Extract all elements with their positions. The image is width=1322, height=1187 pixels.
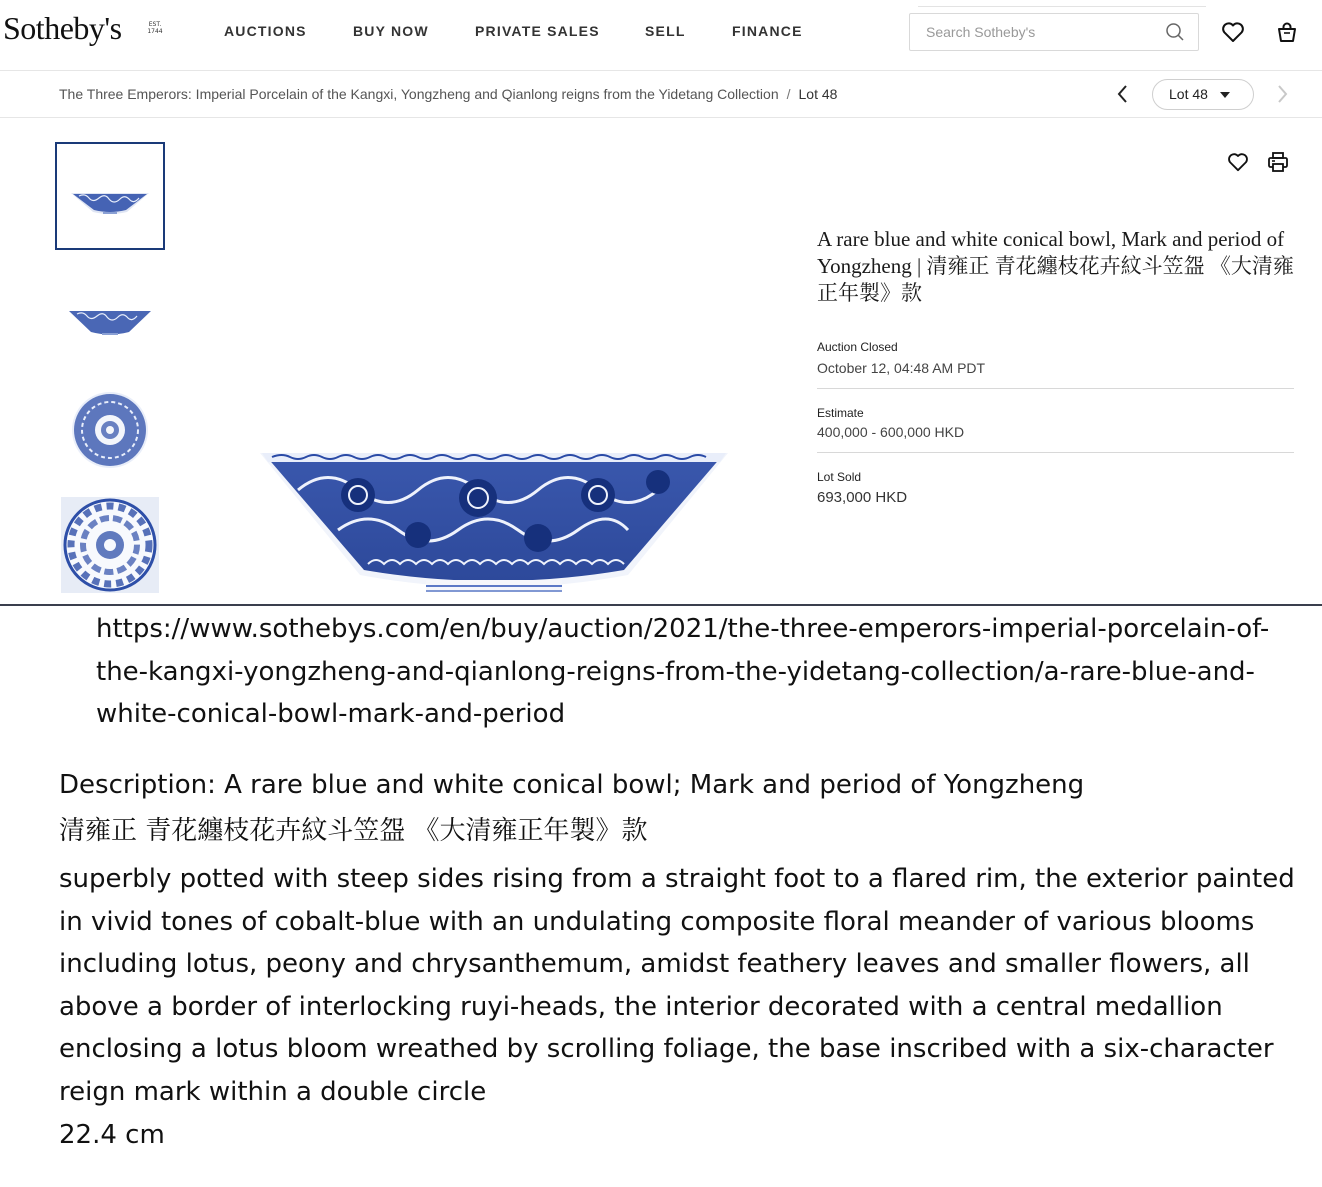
lot-title: A rare blue and white conical bowl, Mark and period of Yongzheng | 清雍正 青花纏枝花卉紋斗笠盌 《大清雍正年製》款 <box>817 227 1294 305</box>
info-divider-2 <box>817 452 1294 453</box>
auction-closed-date: October 12, 04:48 AM PDT <box>817 360 986 376</box>
main-lot-image[interactable] <box>258 440 730 604</box>
nav-buy-now[interactable]: BUY NOW <box>353 23 429 39</box>
lot-selector-value: Lot 48 <box>1169 86 1208 102</box>
caret-down-icon <box>1220 92 1230 98</box>
breadcrumb-separator: / <box>786 86 791 102</box>
lot-sold-price: 693,000 HKD <box>817 489 908 506</box>
thumbnail-1-bowl-side[interactable] <box>55 142 165 250</box>
previous-lot-chevron-left-icon[interactable] <box>1112 83 1134 105</box>
thumbnail-2-bowl-side[interactable] <box>57 270 163 374</box>
description-chinese-title: 清雍正 青花纏枝花卉紋斗笠盌 《大清雍正年製》款 <box>59 816 648 846</box>
logo-est-mark: EST. 1744 <box>147 21 163 35</box>
sothebys-logo[interactable]: Sotheby's <box>3 10 122 46</box>
page-url-text: https://www.sothebys.com/en/buy/auction/2021/the-three-emperors-imperial-porcelain-of-the-kangxi-yongzheng-and-qianlong-reigns-from-the-yidetang-collection/a-rare-blue-and-white-conical-bowl-mark-and-period <box>96 614 1270 729</box>
wishlist-heart-icon[interactable] <box>1220 19 1246 45</box>
description-dimension: 22.4 cm <box>59 1120 165 1150</box>
description-body: superbly potted with steep sides rising from a straight foot to a flared rim, the exterior painted in vivid tones of cobalt-blue with an undulating composite floral meander of various blooms including lotus, peony and chrysanthemum, amidst feathery leaves and smaller flowers, all above a border of interlocking ruyi-heads, the interior decorated with a central medallion enclosing a lotus bloom wreathed by scrolling foliage, the base inscribed with a six-character reign mark within a double circle <box>59 864 1295 1107</box>
info-divider-1 <box>817 388 1294 389</box>
breadcrumb <box>59 86 837 102</box>
auction-status-label: Auction Closed <box>817 340 898 354</box>
breadcrumb-current-lot: Lot 48 <box>798 86 838 102</box>
breadcrumb-auction-link[interactable]: The Three Emperors: Imperial Porcelain of the Kangxi, Yongzheng and Qianlong reigns from the Yidetang Collection <box>59 86 779 102</box>
breadcrumb-bar <box>0 71 1322 118</box>
site-header <box>0 0 1322 71</box>
search-box <box>909 13 1199 51</box>
nav-private-sales[interactable]: PRIVATE SALES <box>475 23 600 39</box>
thumbnail-3-bowl-interior[interactable] <box>57 386 163 476</box>
estimate-label: Estimate <box>817 406 864 420</box>
search-top-line <box>918 6 1206 7</box>
lot-selector-dropdown[interactable] <box>1152 79 1254 110</box>
description-title: Description: A rare blue and white conical bowl; Mark and period of Yongzheng <box>59 770 1085 800</box>
lot-sold-label: Lot Sold <box>817 470 862 484</box>
nav-auctions[interactable]: AUCTIONS <box>224 23 307 39</box>
save-lot-heart-icon[interactable] <box>1226 150 1250 174</box>
search-input[interactable] <box>926 14 1156 50</box>
nav-finance[interactable]: FINANCE <box>732 23 803 39</box>
shopping-bag-icon[interactable] <box>1274 19 1300 45</box>
next-lot-chevron-right-icon[interactable] <box>1271 83 1293 105</box>
print-icon[interactable] <box>1266 150 1290 174</box>
page-separator-rule <box>0 604 1322 606</box>
estimate-value: 400,000 - 600,000 HKD <box>817 424 965 440</box>
thumbnail-4-bowl-base[interactable] <box>61 497 159 593</box>
search-icon[interactable] <box>1164 21 1186 43</box>
nav-sell[interactable]: SELL <box>645 23 686 39</box>
